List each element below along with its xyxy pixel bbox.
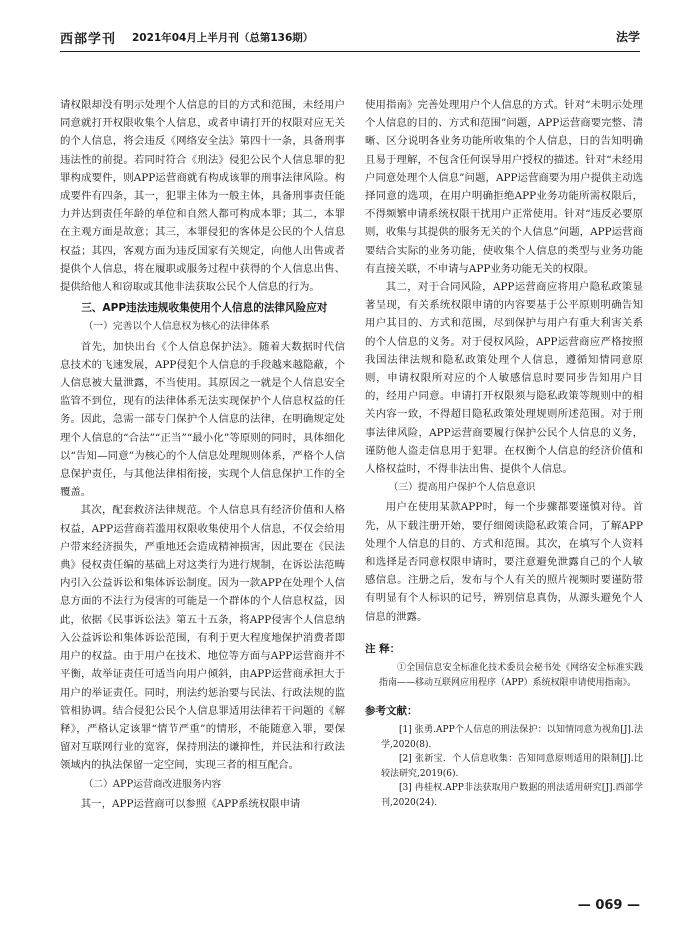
reference-item: [1] 张勇.APP个人信息的刑法保护：以知情同意为视角[J].法学,2020(8). xyxy=(381,725,643,750)
page-header xyxy=(60,28,640,50)
notes-heading: 注 释： xyxy=(365,642,401,655)
section-heading: 三、APP违法违规收集使用个人信息的法律风险应对 xyxy=(81,302,328,315)
right-column xyxy=(365,96,643,810)
page-number: — 069 — xyxy=(577,898,640,913)
reference-item: [3] 冉桂权.APP非法获取用户数据的刑法适用研究[J].西部学刊,2020(24). xyxy=(381,783,643,808)
body-paragraph: 其二，对于合同风险，APP运营商应将用户隐私政策显著呈现，有关系统权限申请的内容要基于公平原则明确告知用户其目的、方式和范围，尽到保护与用户有重大利害关系的个人信息的义务。对于侵权风险，APP运营商应严格按照我国法律法规和隐私政策处理个人信息，遵循知情同意原则，申请权限所对应的个人敏感信息时要同步告知用户目的，经用户同意。申请打开权限须与隐私政策等规则中的相关内容一致，不得超目隐私政策处理规则所述范围。对于刑事法律风险，APP运营商要履行保护公民个人信息的义务，谨防他人盗走信息用于犯罪。在权衡个人信息的经济价值和人格权益时，不得非法出售、提供个人信息。 xyxy=(365,281,643,476)
reference-item: [2] 张新宝．个人信息收集：告知同意原则适用的限制[J].比较法研究,2019(6). xyxy=(381,754,643,779)
body-paragraph: 用户在使用某款APP时，每一个步骤都要谨慎对待。首先，从下载注册开始，要仔细阅读隐私政策合同，了解APP处理个人信息的目的、方式和范围。其次，在填写个人资料和选择是否同意权限申请时，要注意避免泄露自己的个人敏感信息。注册之后，发布与个人有关的照片视频时要谨防带有明显有个人标识的记号，辨别信息真伪，从源头避免个人信息的泄露。 xyxy=(365,501,643,623)
section-label: 法学 xyxy=(615,30,640,44)
subsection-heading: （一）完善以个人信息权为核心的法律体系 xyxy=(83,321,270,333)
body-paragraph: 其次，配套救济法律规范。个人信息具有经济价值和人格权益，APP运营商若滥用权限收集使用个人信息，不仅会给用户带来经济损失，严重地还会造成精神损害，因此要在《民法典》侵权责任编的基础上对这类行为进行规制，在诉讼法范畴内引入公益诉讼和集体诉讼制度。因为一款APP在处理个人信息方面的不法行为侵害的可能是一个群体的个人信息权益，因此，依据《民事诉讼法》第五十五条，将APP侵害个人信息纳入公益诉讼和集体诉讼范围，有利于更大程度地保护消费者即用户的权益。由于用户在技术、地位等方面与APP运营商并不平衡，故举证责任可适当向用户倾斜，由APP运营商承担大于用户的举证责任。同时，刑法约惩治要与民法、行政法规的监管相协调。结合侵犯公民个人信息罪适用法律若干问题的《解释》，严格认定该罪“情节严重”的情形，不能随意入罪，要保留对互联网行业的宽容，保持刑法的谦抑性，并民法和行政法领域内的执法保留一定空间，实现三者的相互配合。 xyxy=(60,504,345,772)
body-paragraph: 请权限却没有明示处理个人信息的目的方式和范围，未经用户同意就打开权限收集个人信息，或者申请打开的权限对应无关的个人信息，将会违反《网络安全法》第四十一条，具备刑事违法性的前提。若同时符合《刑法》侵犯公民个人信息罪的犯罪构成要件，则APP运营商就有构成该罪的刑事法律风险。构成要件有四条，其一，犯罪主体为一般主体，具备刑事责任能力并达到责任年龄的单位和自然人都可构成本罪；其二，本罪在主观方面是故意；其三，本罪侵犯的客体是公民的个人信息权益；其四，客观方面为违反国家有关规定，向他人出售或者提供个人信息，将在履职或服务过程中获得的个人信息出售、提供给他人和窃取或其他非法获取公民个人信息的行为。 xyxy=(60,99,345,294)
issue-info: 2021年04月上半月刊（总第136期） xyxy=(132,32,314,44)
subsection-heading: （二）APP运营商改进服务内容 xyxy=(83,778,222,790)
left-column xyxy=(60,96,345,813)
footnote: ①全国信息安全标准化技术委员会秘书处《网络安全标准实践指南——移动互联网应用程序（APP）系统权限申请使用指南》。 xyxy=(379,663,643,688)
body-paragraph: 其一，APP运营商可以参照《APP系统权限申请 xyxy=(80,797,301,810)
journal-brand: 西部学刊 xyxy=(60,32,117,47)
header-rule xyxy=(60,51,640,52)
body-paragraph: 首先，加快出台《个人信息保护法》。随着大数据时代信息技术的飞速发展，APP侵犯个人信息的手段越来越隐蔽，个人信息被大量泄露，不当使用。其原因之一就是个人信息安全监管不到位，现有的法律体系无法实现保护个人信息权益的任务。因此，急需一部专门保护个人信息的法律，在明确规定处理个人信息的“合法”“正当”“最小化”等原则的同时，具体细化以“告知—同意”为核心的个人信息处理规则体系，严格个人信息保护责任，与其他法律相衔接，实现个人信息保护工作的全覆盖。 xyxy=(60,340,345,499)
references-heading: 参考文献： xyxy=(365,705,418,718)
subsection-heading: （三）提高用户保护个人信息意识 xyxy=(388,482,536,494)
body-paragraph: 使用指南》完善处理用户个人信息的方式。针对“未明示处理个人信息的目的、方式和范围”问题，APP运营商要完整、清晰、区分说明各业务功能所收集的个人信息，日的告知明确且易于理解，不包含任何误导用户授权的描述。针对“未经用户同意处理个人信息”问题，APP运营商要为用户提供主动选择同意的选项，在用户明确拒绝APP业务功能所需权限后，不得频繁申请系统权限干扰用户正常使用。针对“违反必要原则，收集与其提供的服务无关的个人信息”问题，APP运营商要结合实际的业务功能，使收集个人信息的类型与业务功能有直接关联，不申请与APP业务功能无关的权限。 xyxy=(365,99,643,275)
